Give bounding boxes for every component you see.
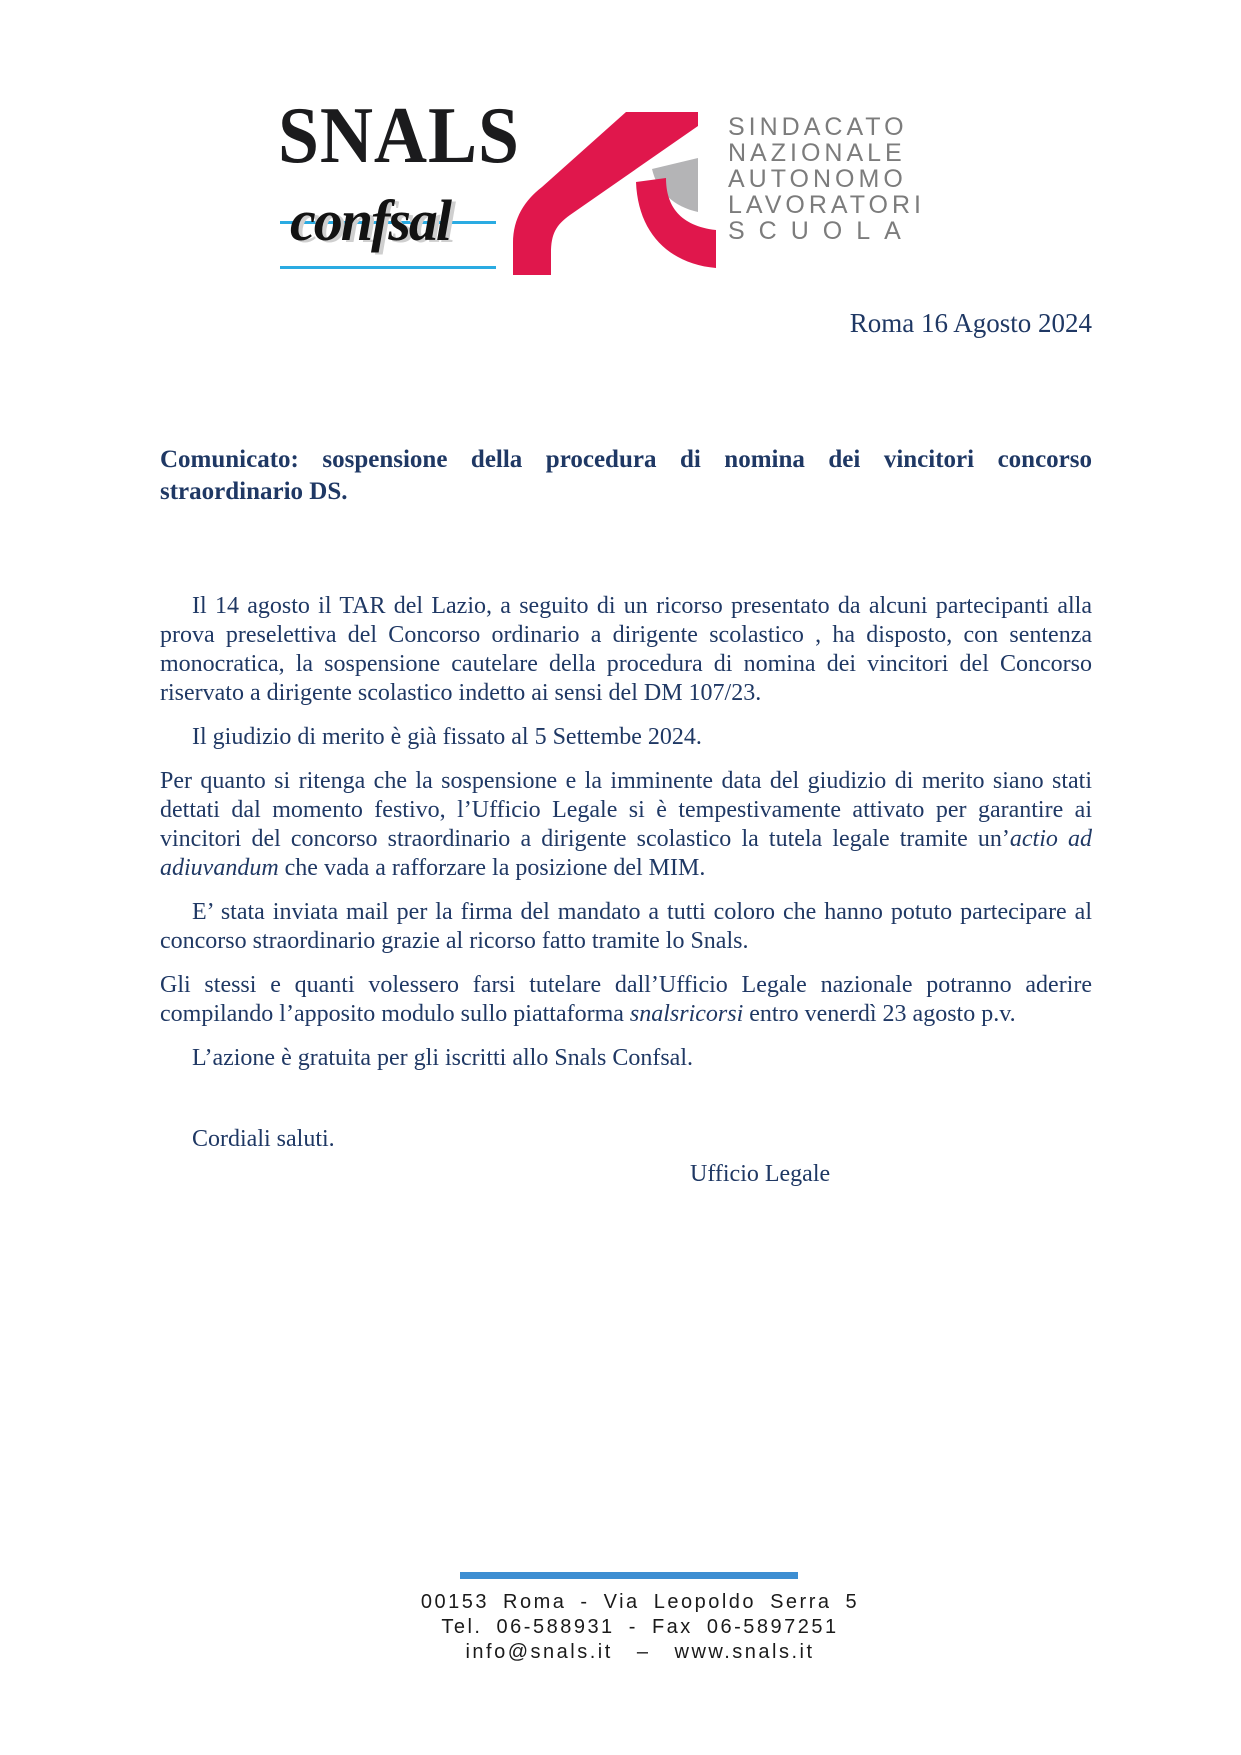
footer-phone-fax: Tel. 06-588931 - Fax 06-5897251	[441, 1616, 839, 1638]
signature-line: Ufficio Legale	[690, 1161, 831, 1187]
org-name-line: AUTONOMO	[728, 165, 907, 193]
confsal-rule-bottom	[280, 266, 496, 269]
snals-wordmark: SNALS	[278, 92, 520, 180]
footer-divider	[460, 1572, 798, 1579]
paragraphs-container	[160, 592, 1092, 1073]
letter-body	[160, 592, 1092, 1189]
letter-subject: Comunicato: sospensione della procedura di nomina dei vincitori concorso straordinario DS.	[160, 446, 1092, 505]
paragraph: E’ stata inviata mail per la firma del mandato a tutti coloro che hanno potuto partecipare al concorso straordinario grazie al ricorso fatto tramite lo Snals.	[160, 899, 1092, 954]
org-name-line: SINDACATO	[728, 113, 908, 141]
paragraph: Per quanto si ritenga che la sospensione e la imminente data del giudizio di merito siano stati dettati dal momento festivo, l’Ufficio Legale si è tempestivamente attivato per garantire ai vincitori del concorso straordinario a dirigente scolastico la tutela legale tramite un’actio ad adiuvandum che vada a rafforzare la posizione del MIM.	[160, 768, 1092, 881]
footer	[410, 1590, 870, 1665]
paragraph: Il 14 agosto il TAR del Lazio, a seguito di un ricorso presentato da alcuni partecipanti alla prova preselettiva del Concorso ordinario a dirigente scolastico , ha disposto, con sentenza monocratica, la sospensione cautelare della procedura di nomina dei vincitori del Concorso riservato a dirigente scolastico indetto ai sensi del DM 107/23.	[160, 593, 1092, 706]
org-name	[728, 114, 925, 244]
letter-date: Roma 16 Agosto 2024	[849, 308, 1092, 338]
org-name-line: SCUOLA	[728, 217, 915, 245]
paragraph: L’azione è gratuita per gli iscritti allo Snals Confsal.	[192, 1045, 693, 1071]
paragraph: Gli stessi e quanti volessero farsi tutelare dall’Ufficio Legale nazionale potranno aderire compilando l’apposito modulo sullo piattaforma snalsricorsi entro venerdì 23 agosto p.v.	[160, 972, 1092, 1027]
confsal-wordmark: confsal	[290, 188, 450, 253]
paragraph: Il giudizio di merito è già fissato al 5 Settembe 2024.	[192, 724, 702, 750]
footer-contacts: info@snals.it – www.snals.it	[465, 1641, 815, 1663]
org-name-line: NAZIONALE	[728, 139, 906, 167]
org-name-line: LAVORATORI	[728, 191, 925, 219]
closing-line: Cordiali saluti.	[192, 1126, 335, 1152]
footer-address: 00153 Roma - Via Leopoldo Serra 5	[420, 1591, 860, 1613]
ribbon-a-icon	[468, 112, 718, 277]
